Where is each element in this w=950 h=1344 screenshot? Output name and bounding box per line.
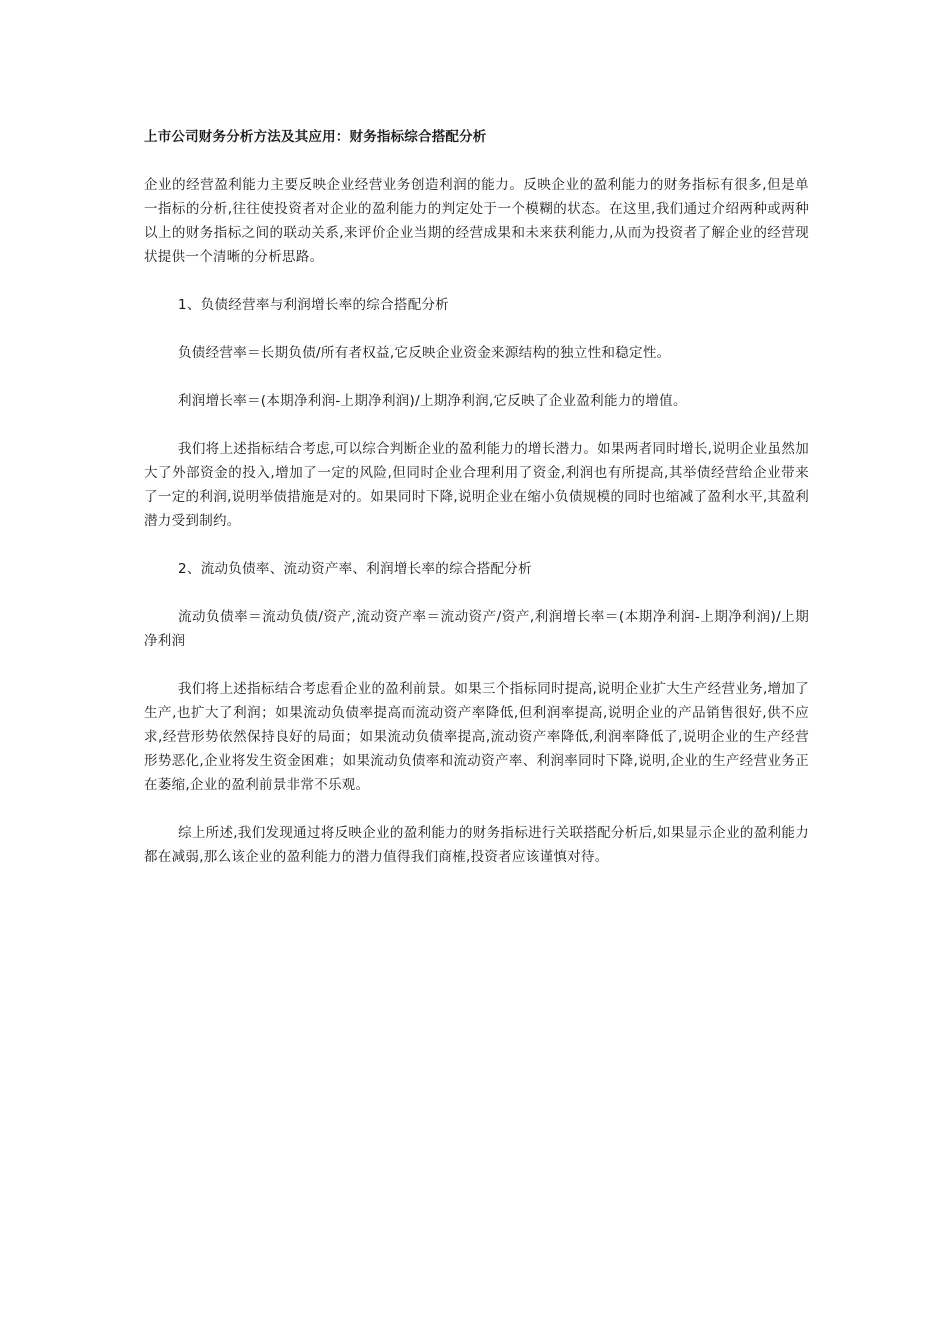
formula-debt-operating-ratio: 负债经营率＝长期负债/所有者权益,它反映企业资金来源结构的独立性和稳定性。	[178, 345, 671, 361]
section-2-analysis-paragraph: 我们将上述指标结合考虑看企业的盈利前景。如果三个指标同时提高,说明企业扩大生产经营业务,增加了生产,也扩大了利润；如果流动负债率提高而流动资产率降低,但利润率提高,说明企业的产品销售很好,供不应求,经营形势依然保持良好的局面；如果流动负债率提高,流动资产率降低,利润率降低了,说明企业的生产经营形势恶化,企业将发生资金困难；如果流动负债率和流动资产率、利润率同时下降,说明,企业的生产经营业务正在萎缩,企业的盈利前景非常不乐观。	[144, 681, 809, 793]
section-2-heading: 2、流动负债率、流动资产率、利润增长率的综合搭配分析	[178, 561, 532, 577]
section-1-heading: 1、负债经营率与利润增长率的综合搭配分析	[178, 297, 450, 313]
document-body	[144, 125, 809, 893]
section-1-analysis-paragraph: 我们将上述指标结合考虑,可以综合判断企业的盈利能力的增长潜力。如果两者同时增长,说明企业虽然加大了外部资金的投入,增加了一定的风险,但同时企业合理利用了资金,利润也有所提高,其举债经营给企业带来了一定的利润,说明举债措施是对的。如果同时下降,说明企业在缩小负债规模的同时也缩减了盈利水平,其盈利潜力受到制约。	[144, 441, 809, 529]
document-title: 上市公司财务分析方法及其应用：财务指标综合搭配分析	[144, 129, 487, 145]
conclusion-paragraph: 综上所述,我们发现通过将反映企业的盈利能力的财务指标进行关联搭配分析后,如果显示企业的盈利能力都在减弱,那么该企业的盈利能力的潜力值得我们商榷,投资者应该谨慎对待。	[144, 825, 809, 865]
formula-current-ratios: 流动负债率＝流动负债/资产,流动资产率＝流动资产/资产,利润增长率＝(本期净利润-上期净利润)/上期净利润	[144, 609, 809, 649]
formula-profit-growth-rate: 利润增长率＝(本期净利润-上期净利润)/上期净利润,它反映了企业盈利能力的增值。	[178, 393, 687, 409]
intro-paragraph: 企业的经营盈利能力主要反映企业经营业务创造利润的能力。反映企业的盈利能力的财务指标有很多,但是单一指标的分析,往往使投资者对企业的盈利能力的判定处于一个模糊的状态。在这里,我们通过介绍两种或两种以上的财务指标之间的联动关系,来评价企业当期的经营成果和未来获利能力,从而为投资者了解企业的经营现状提供一个清晰的分析思路。	[144, 177, 809, 265]
